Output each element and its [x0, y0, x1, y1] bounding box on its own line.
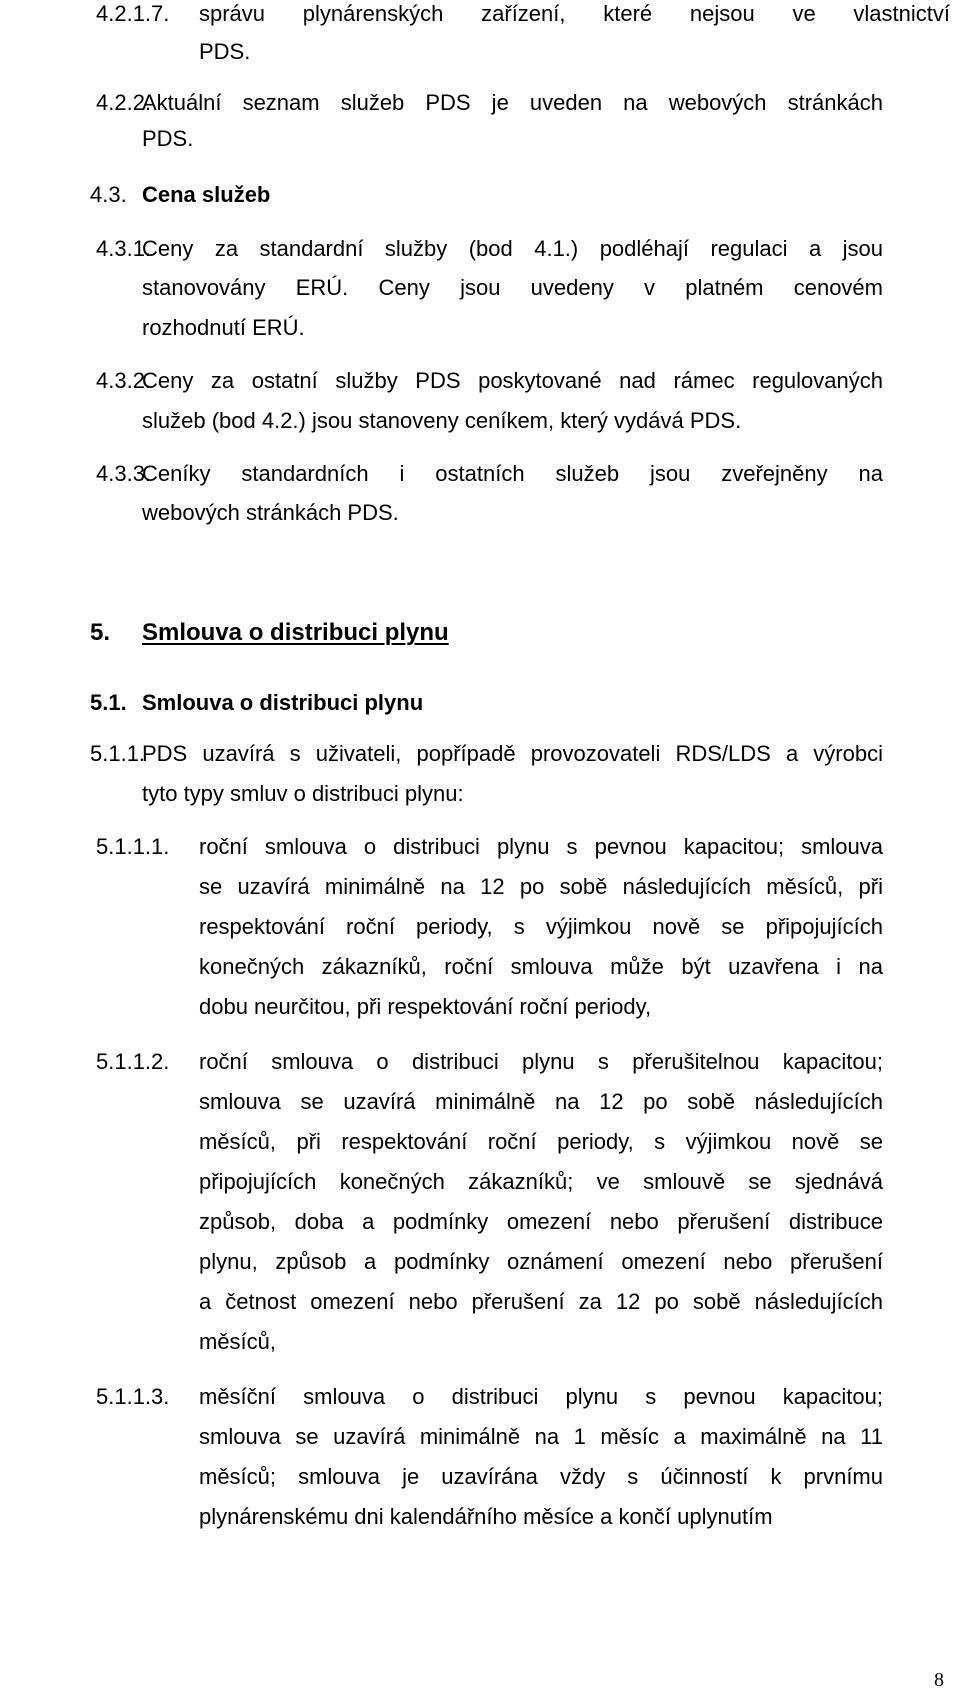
- clause-number: 4.2.1.7.: [96, 1, 170, 26]
- clause-text-line: plynárenskému dni kalendářního měsíce a končí uplynutím: [199, 1504, 773, 1529]
- clause-number: 5.1.1.3.: [96, 1384, 170, 1409]
- section-title: Smlouva o distribuci plynu: [142, 690, 424, 715]
- clause-text-line: webových stránkách PDS.: [142, 500, 399, 525]
- clause-number: 4.3.1.: [96, 236, 152, 261]
- clause-text-line: měsíců,: [199, 1329, 277, 1354]
- clause-text-line: PDS uzavírá s uživateli, popřípadě provozovateli RDS/LDS a výrobci: [142, 741, 883, 766]
- clause-text-line: Ceníky standardních i ostatních služeb jsou zveřejněny na: [142, 461, 883, 486]
- page-number: 8: [934, 1669, 944, 1691]
- section-5-1-heading: [90, 689, 424, 717]
- clause-text-line: služeb (bod 4.2.) jsou stanoveny ceníkem, který vydává PDS.: [142, 408, 742, 433]
- clause-text-line: PDS.: [142, 126, 194, 151]
- section-number: 5.1.: [90, 690, 127, 715]
- clause-text-line: Cena služeb: [142, 182, 271, 207]
- clause-number: 5.1.1.2.: [96, 1049, 170, 1074]
- clause-number: 5.1.1.: [90, 741, 146, 766]
- clause-text-line: Aktuální seznam služeb PDS je uveden na webových stránkách: [142, 90, 883, 115]
- clause-number: 4.3.3.: [96, 461, 152, 486]
- clause-number: 4.3.2.: [96, 368, 152, 393]
- clause-text-line: PDS.: [199, 39, 251, 64]
- section-5-heading: [90, 618, 449, 648]
- clause-text-line: konečných zákazníků, roční smlouva může být uzavřena i na: [199, 954, 883, 979]
- clause-text-line: a četnost omezení nebo přerušení za 12 po sobě následujících: [199, 1289, 883, 1314]
- clause-text-line: způsob, doba a podmínky omezení nebo přerušení distribuce: [199, 1209, 883, 1234]
- clause-number: 4.2.2.: [96, 90, 152, 115]
- clause-text-line: roční smlouva o distribuci plynu s přerušitelnou kapacitou;: [199, 1049, 883, 1074]
- clause-text-line: připojujících konečných zákazníků; ve smlouvě se sjednává: [199, 1169, 883, 1194]
- clause-text-line: smlouva se uzavírá minimálně na 12 po sobě následujících: [199, 1089, 883, 1114]
- clause-text-line: správu plynárenských zařízení, které nejsou ve vlastnictví: [199, 1, 950, 26]
- clause-text-line: tyto typy smluv o distribuci plynu:: [142, 781, 464, 806]
- section-title: Smlouva o distribuci plynu: [142, 619, 449, 646]
- clause-text-line: respektování roční periody, s výjimkou nově se připojujících: [199, 914, 883, 939]
- clause-text-line: rozhodnutí ERÚ.: [142, 315, 305, 340]
- clause-text-line: měsíců; smlouva je uzavírána vždy s účinností k prvnímu: [199, 1464, 883, 1489]
- clause-text-line: se uzavírá minimálně na 12 po sobě následujících měsíců, při: [199, 874, 883, 899]
- clause-number: 5.1.1.1.: [96, 834, 170, 859]
- clause-text-line: měsíců, při respektování roční periody, s výjimkou nově se: [199, 1129, 883, 1154]
- clause-text-line: stanovovány ERÚ. Ceny jsou uvedeny v platném cenovém: [142, 275, 883, 300]
- clause-text-line: roční smlouva o distribuci plynu s pevnou kapacitou; smlouva: [199, 834, 883, 859]
- section-number: 5.: [90, 619, 111, 646]
- clause-text-line: měsíční smlouva o distribuci plynu s pevnou kapacitou;: [199, 1384, 883, 1409]
- clause-text-line: plynu, způsob a podmínky oznámení omezení nebo přerušení: [199, 1249, 883, 1274]
- clause-text-line: smlouva se uzavírá minimálně na 1 měsíc a maximálně na 11: [199, 1424, 883, 1449]
- clause-number: 4.3.: [90, 182, 127, 207]
- clause-text-line: Ceny za ostatní služby PDS poskytované nad rámec regulovaných: [142, 368, 883, 393]
- clause-text-line: dobu neurčitou, při respektování roční periody,: [199, 994, 652, 1019]
- clause-text-line: Ceny za standardní služby (bod 4.1.) podléhají regulaci a jsou: [142, 236, 883, 261]
